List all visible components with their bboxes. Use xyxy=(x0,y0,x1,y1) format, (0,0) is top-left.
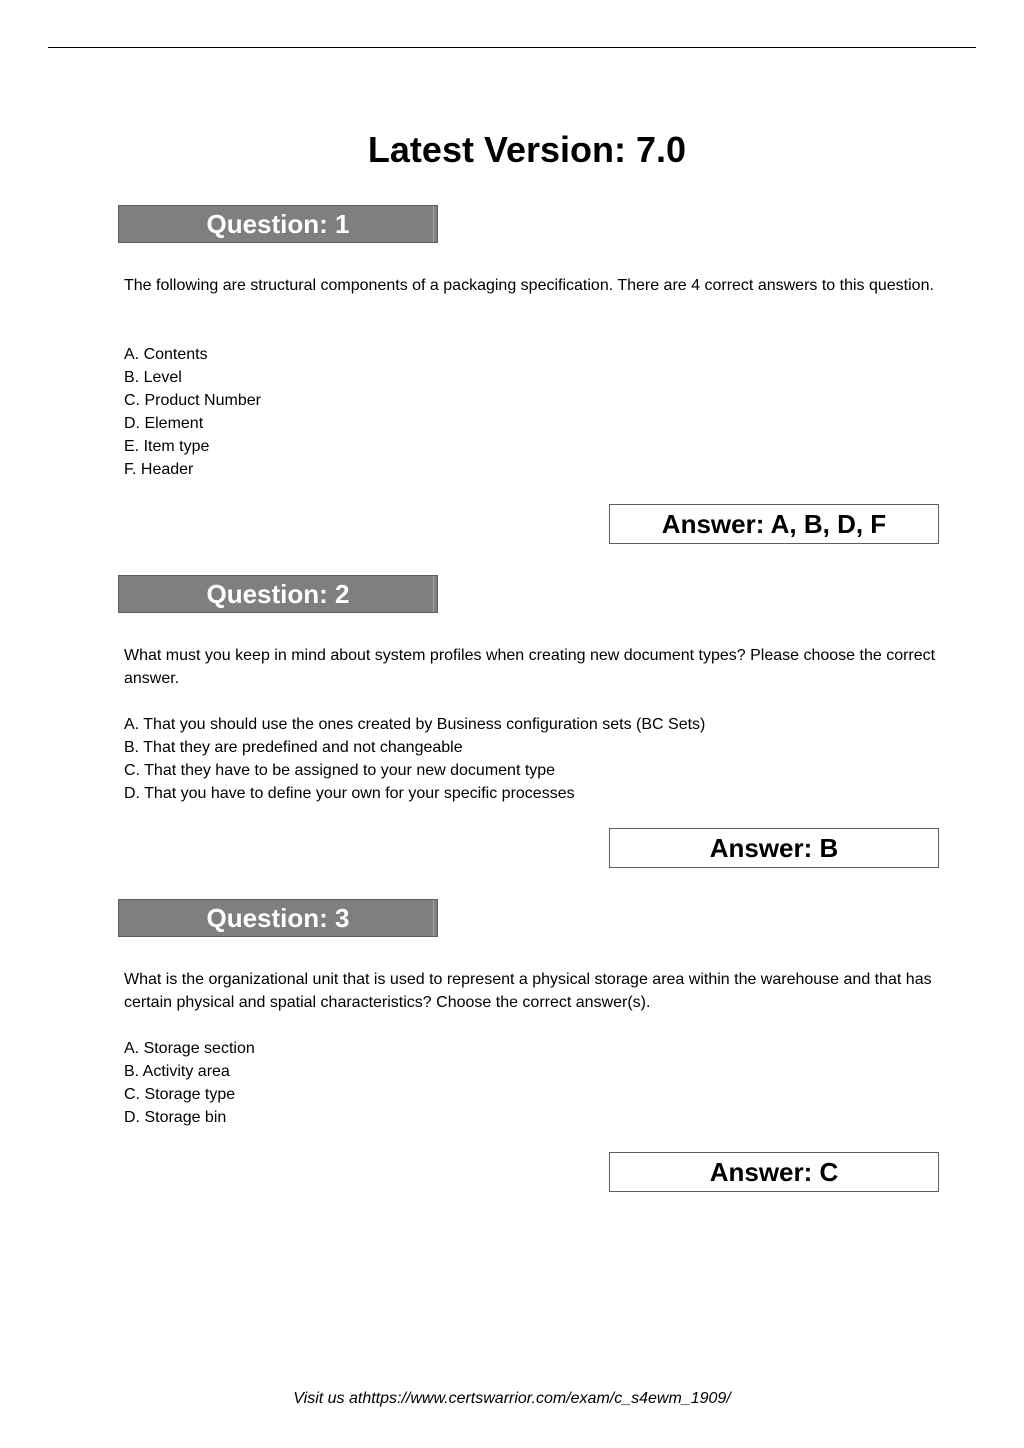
option-item: F. Header xyxy=(124,461,194,478)
option-item: C. Storage type xyxy=(124,1086,236,1103)
question-text: The following are structural components of a packaging specification. There are 4 correct answers to this question. xyxy=(124,277,934,294)
option-item: C. That they have to be assigned to your new document type xyxy=(124,762,556,779)
answer-box: Answer: C xyxy=(609,1152,939,1192)
answer-box: Answer: B xyxy=(609,828,939,868)
option-item: E. Item type xyxy=(124,438,210,455)
option-item: A. That you should use the ones created by Business configuration sets (BC Sets) xyxy=(124,716,706,733)
question-header: Question: 2 xyxy=(118,575,438,613)
question-header: Question: 1 xyxy=(118,205,438,243)
question-text: What is the organizational unit that is used to represent a physical storage area within the warehouse and that has certain physical and spatial characteristics? Choose the correct answer(s). xyxy=(124,971,932,1011)
option-item: B. Level xyxy=(124,369,182,386)
question-text: What must you keep in mind about system profiles when creating new document types? Please choose the correct answer. xyxy=(124,647,936,687)
question-header: Question: 3 xyxy=(118,899,438,937)
option-item: A. Contents xyxy=(124,346,208,363)
option-item: A. Storage section xyxy=(124,1040,255,1057)
option-item: B. Activity area xyxy=(124,1063,230,1080)
option-item: D. Element xyxy=(124,415,204,432)
option-item: D. That you have to define your own for your specific processes xyxy=(124,785,575,802)
option-list xyxy=(124,1037,944,1129)
answer-box: Answer: A, B, D, F xyxy=(609,504,939,544)
footer-link[interactable]: Visit us athttps://www.certswarrior.com/exam/c_s4ewm_1909/ xyxy=(293,1390,731,1407)
option-list xyxy=(124,713,944,805)
option-item: B. That they are predefined and not changeable xyxy=(124,739,463,756)
option-item: D. Storage bin xyxy=(124,1109,227,1126)
option-list xyxy=(124,343,944,481)
option-item: C. Product Number xyxy=(124,392,261,409)
top-rule xyxy=(48,47,976,48)
page-title: Latest Version: 7.0 xyxy=(367,129,687,170)
